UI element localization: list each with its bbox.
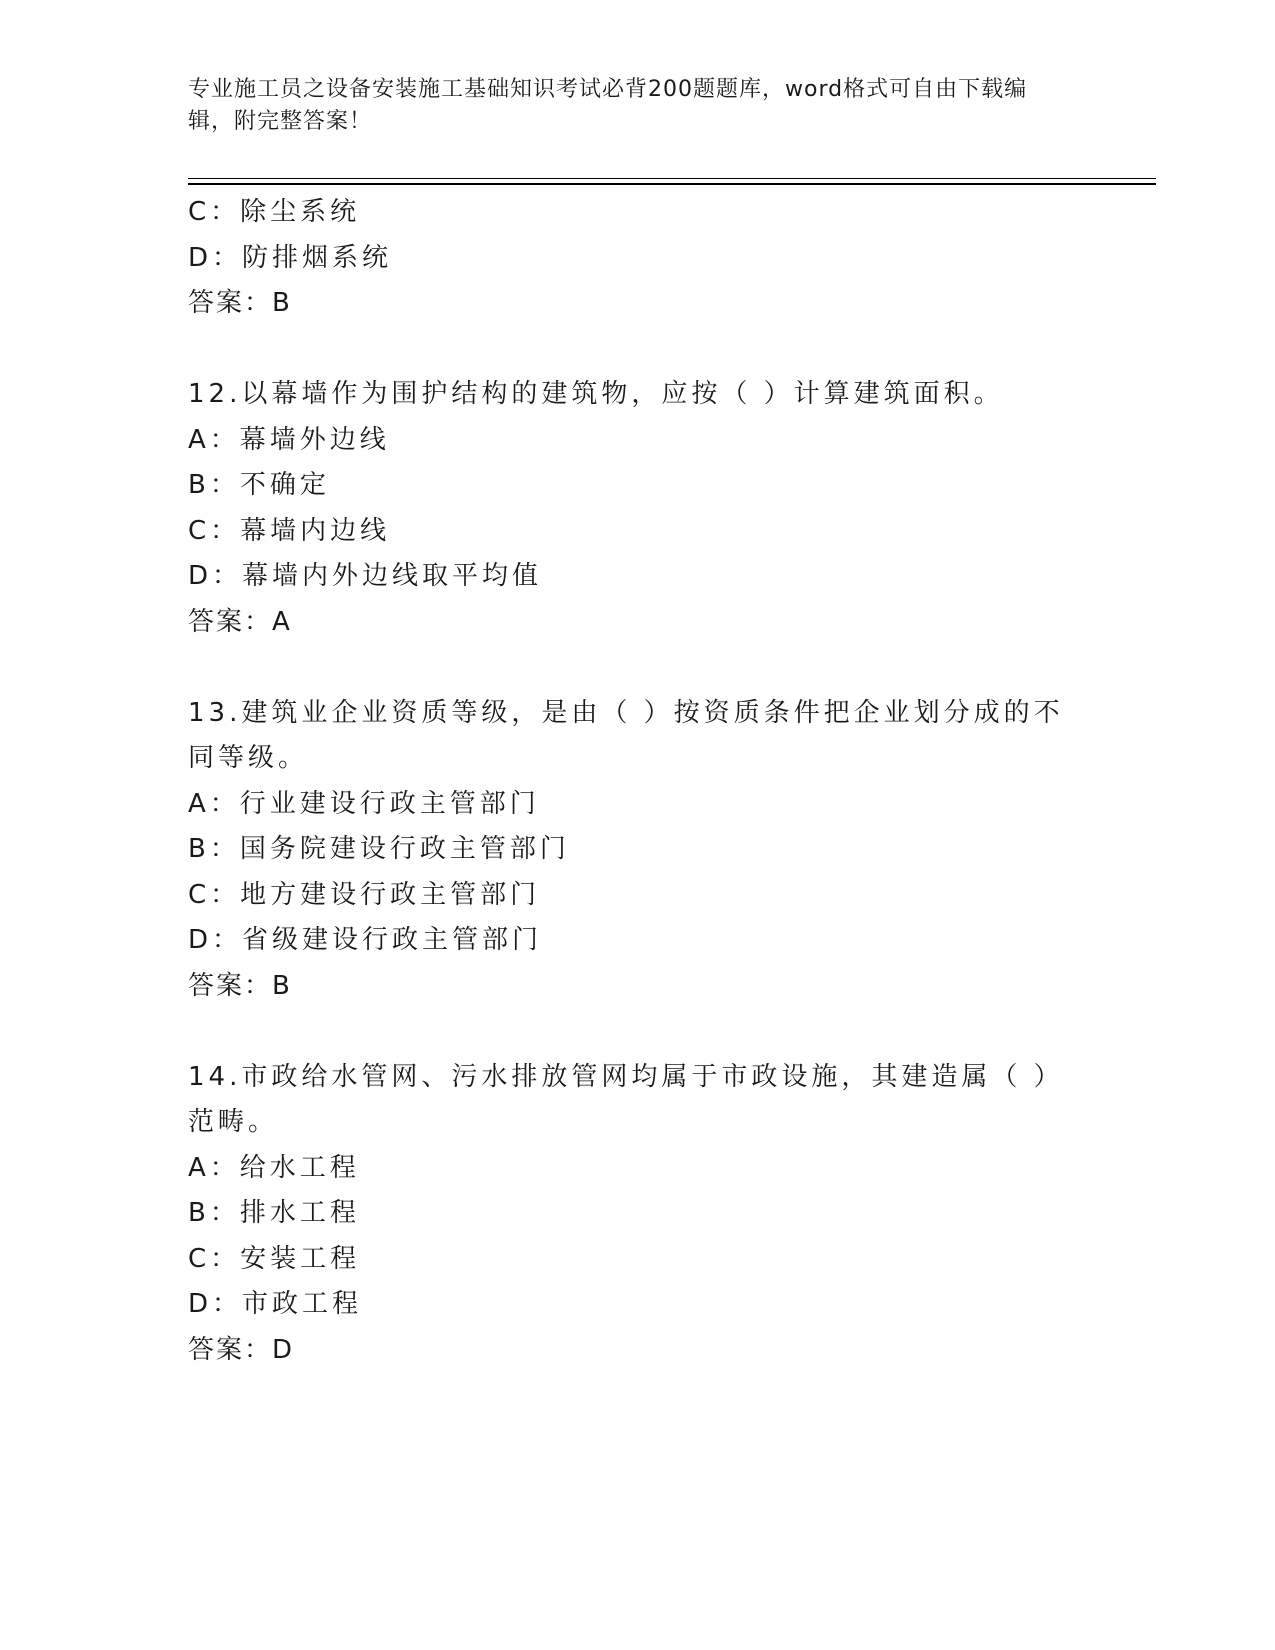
option-a: A：行业建设行政主管部门 [188,788,540,819]
option-d: D：市政工程 [188,1289,363,1319]
option-d: D：幕墙内外边线取平均值 [188,561,543,591]
option-a: A：幕墙外边线 [188,424,390,455]
spacer [188,327,1088,373]
option-d: D：省级建设行政主管部门 [188,925,543,955]
option-c: C：幕墙内边线 [188,515,391,546]
question-stem: 12.以幕墙作为围护结构的建筑物，应按（ ）计算建筑面积。 [188,379,1004,409]
question-12 [188,372,1088,645]
page-header-title: 专业施工员之设备安装施工基础知识考试必背200题题库，word格式可自由下载编辑，附完整答案！ [188,77,1028,134]
answer-line: 答案：D [188,1334,295,1365]
option-c: C：安装工程 [188,1243,361,1274]
option-b: B：不确定 [188,470,330,500]
question-11-tail [188,190,1088,327]
header-divider-thick [188,183,1156,185]
answer-line: 答案：B [188,288,292,318]
spacer [188,645,1088,691]
answer-line: 答案：B [188,970,292,1001]
header-divider-thin [188,178,1156,179]
option-d: D：防排烟系统 [188,242,393,273]
answer-line: 答案：A [188,606,292,637]
option-c: C：除尘系统 [188,197,361,227]
option-c: C：地方建设行政主管部门 [188,879,541,910]
option-b: B：排水工程 [188,1198,360,1228]
question-14 [188,1055,1088,1374]
question-stem: 13.建筑业企业资质等级，是由（ ）按资质条件把企业划分成的不同等级。 [188,697,1064,773]
option-a: A：给水工程 [188,1152,360,1183]
question-list [188,190,1088,1373]
spacer [188,1009,1088,1055]
option-b: B：国务院建设行政主管部门 [188,834,570,864]
question-stem: 14.市政给水管网、污水排放管网均属于市政设施，其建造属（ ）范畴。 [188,1061,1064,1137]
question-13 [188,691,1088,1010]
